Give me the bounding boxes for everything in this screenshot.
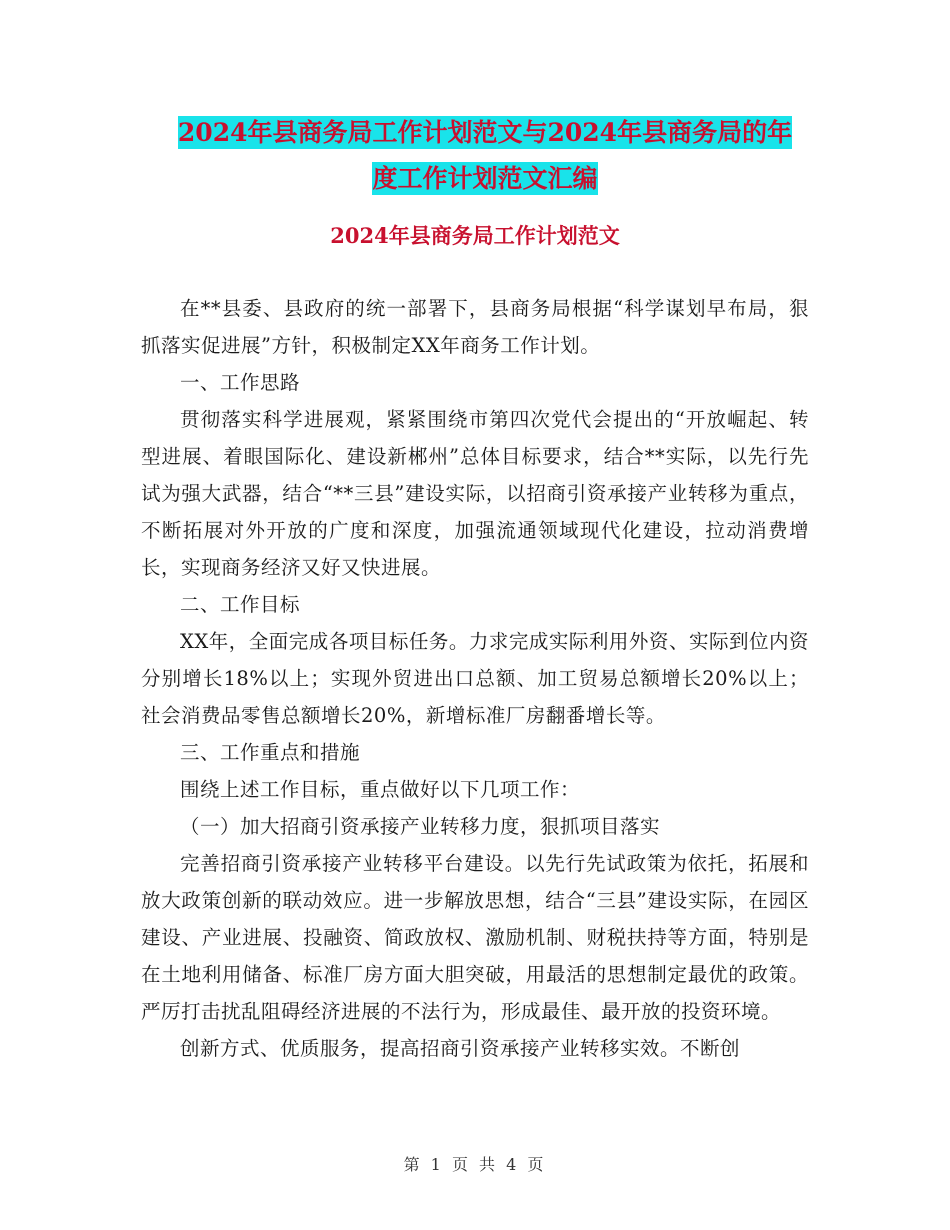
heading-key-measures: 三、工作重点和措施 xyxy=(180,741,361,764)
page-footer: 第 1 页 共 4 页 xyxy=(403,1155,547,1174)
document-title-line-2: 度工作计划范文汇编 xyxy=(372,164,598,193)
paragraph-key-measures-intro: 围绕上述工作目标，重点做好以下几项工作： xyxy=(180,778,581,801)
document-title-line-1: 2024年县商务局工作计划范文与2024年县商务局的年 xyxy=(177,118,793,147)
heading-work-goals: 二、工作目标 xyxy=(180,593,301,616)
paragraph-intro: 在**县委、县政府的统一部署下，县商务局根据“科学谋划早布局，狠抓落实促进展”方针，积极制定XX年商务工作计划。 xyxy=(141,297,809,357)
paragraph-platform-building: 完善招商引资承接产业转移平台建设。以先行先试政策为依托，拓展和放大政策创新的联动效应。进一步解放思想，结合“三县”建设实际，在园区建设、产业进展、投融资、简政放权、激励机制、财税扶持等方面，特别是在土地利用储备、标准厂房方面大胆突破，用最活的思想制定最优的政策。严厉打击扰乱阻碍经济进展的不法行为，形成最佳、最开放的投资环境。 xyxy=(141,852,809,1023)
document-title xyxy=(140,110,830,202)
paragraph-work-goals: XX年，全面完成各项目标任务。力求完成实际利用外资、实际到位内资分别增长18%以上；实现外贸进出口总额、加工贸易总额增长20%以上；社会消费品零售总额增长20%，新增标准厂房翻番增长等。 xyxy=(141,630,809,727)
paragraph-work-approach: 贯彻落实科学进展观，紧紧围绕市第四次党代会提出的“开放崛起、转型进展、着眼国际化、建设新郴州”总体目标要求，结合**实际，以先行先试为强大武器，结合“**三县”建设实际，以招商引资承接产业转移为重点，不断拓展对外开放的广度和深度，加强流通领域现代化建设，拉动消费增长，实现商务经济又好又快进展。 xyxy=(141,408,809,579)
paragraph-innovation: 创新方式、优质服务，提高招商引资承接产业转移实效。不断创 xyxy=(180,1037,741,1060)
heading-work-approach: 一、工作思路 xyxy=(180,371,301,394)
section-title: 2024年县商务局工作计划范文 xyxy=(330,223,620,248)
document-body xyxy=(141,290,809,1067)
subheading-investment: （一）加大招商引资承接产业转移力度，狠抓项目落实 xyxy=(180,815,661,838)
